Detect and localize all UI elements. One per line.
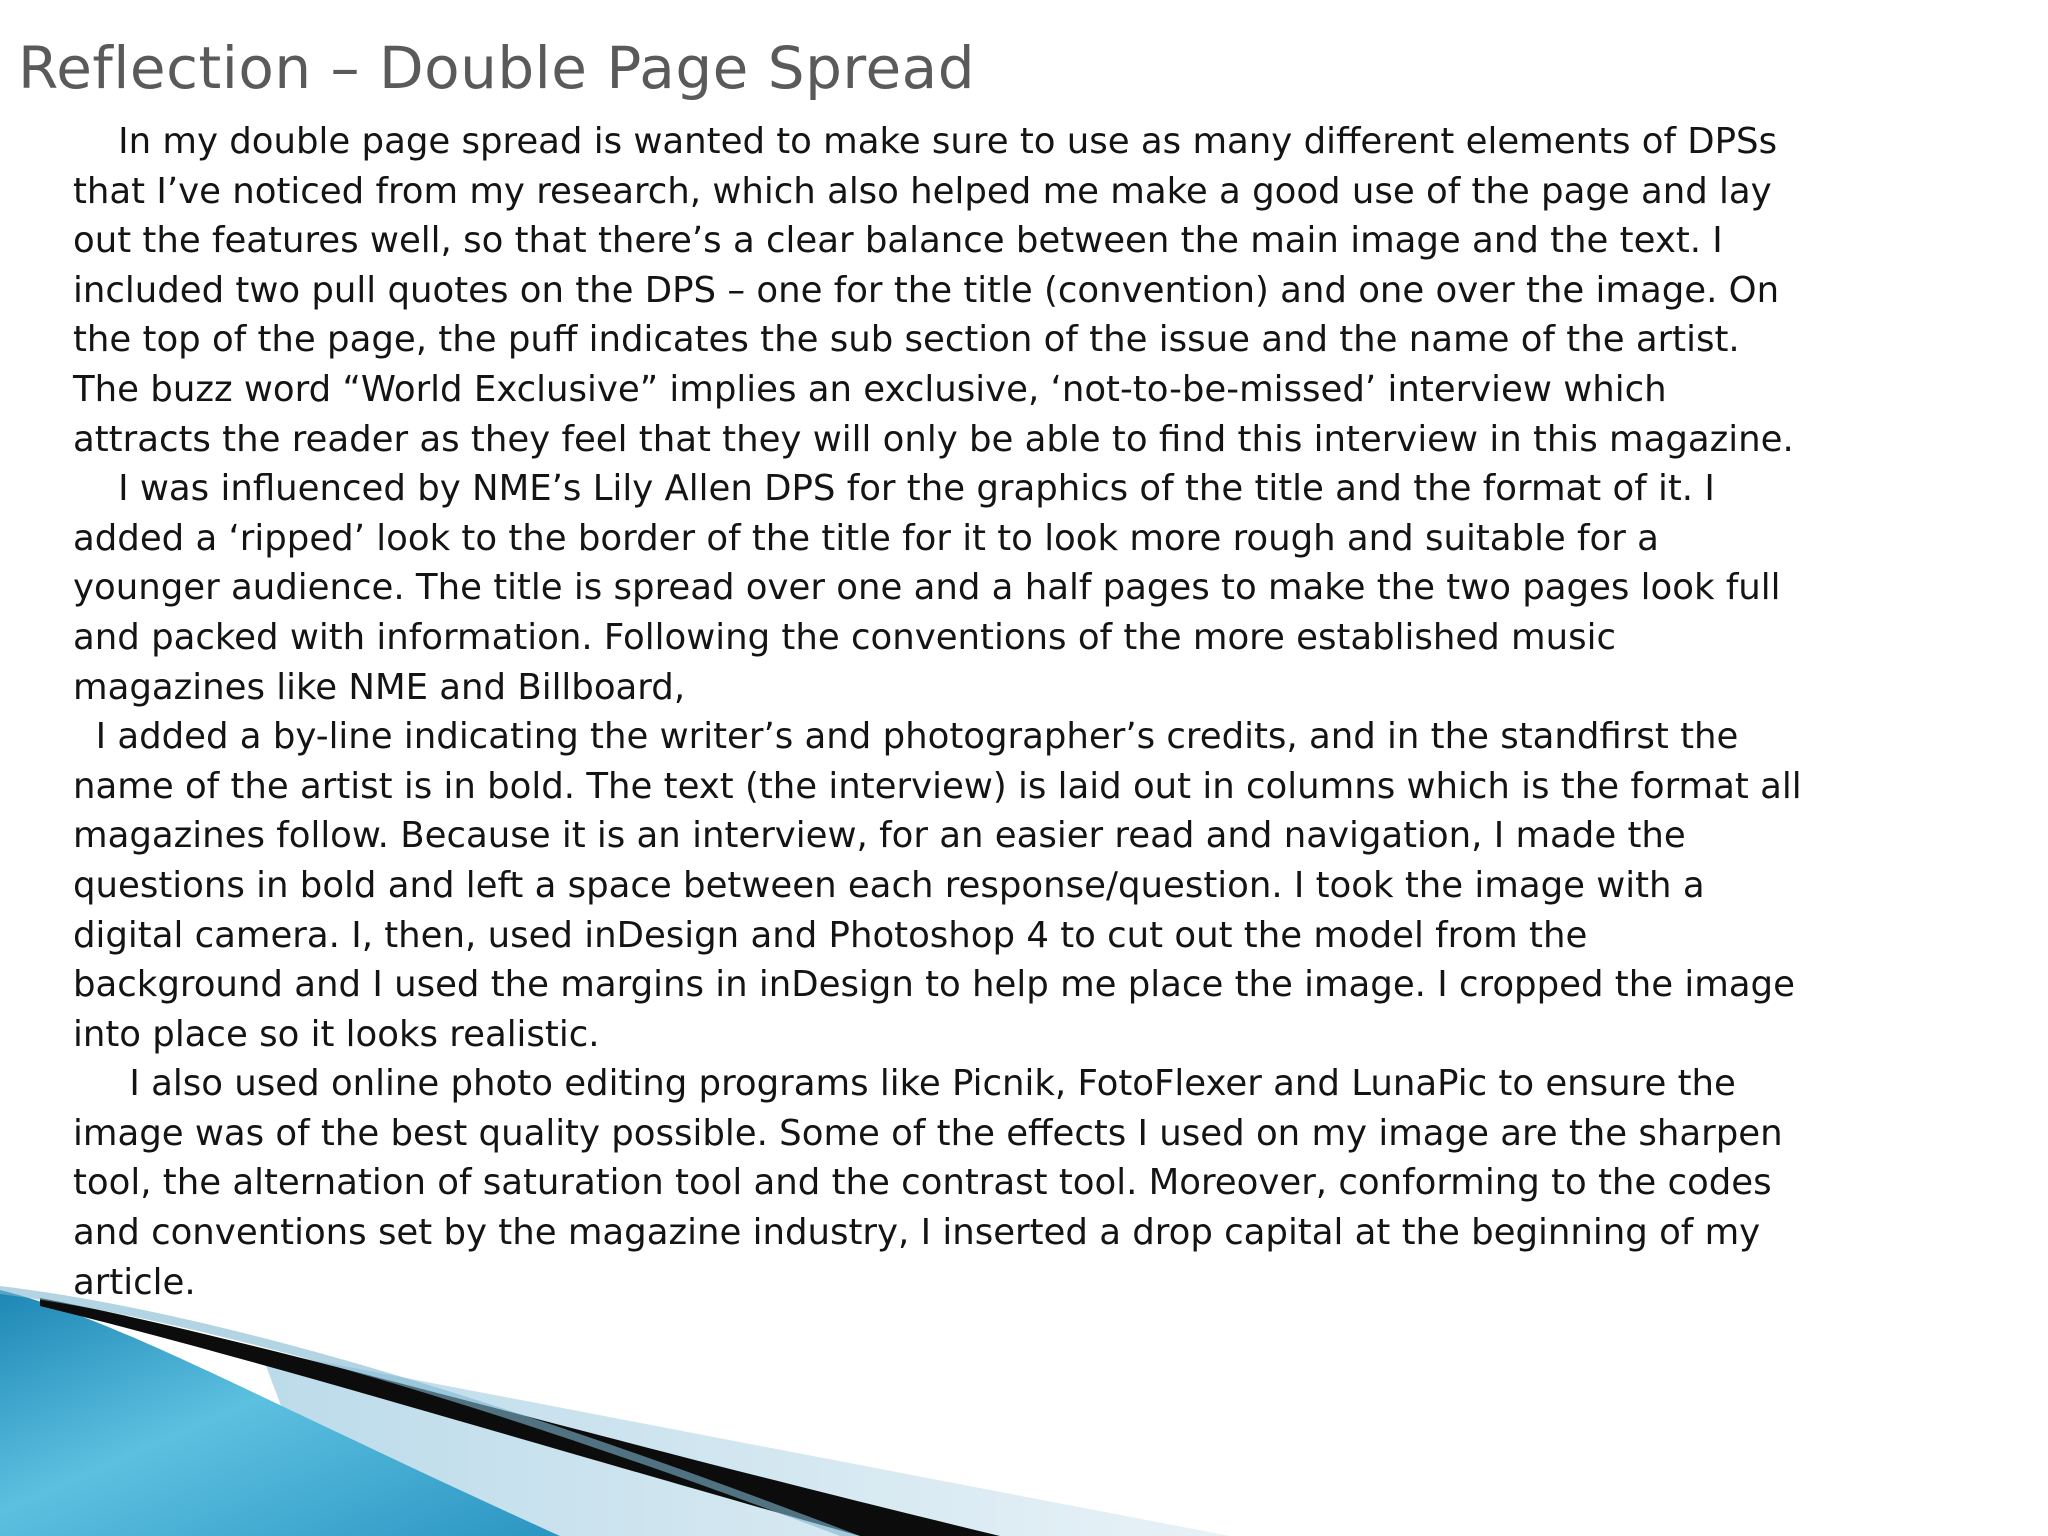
body-line: digital camera. I, then, used inDesign and Photoshop 4 to cut out the model from the (73, 914, 1588, 956)
body-line: included two pull quotes on the DPS – one for the title (convention) and one over the image. On (73, 269, 1780, 311)
body-line: The buzz word “World Exclusive” implies an exclusive, ‘not-to-be-missed’ interview which (73, 368, 1667, 410)
body-line: magazines follow. Because it is an interview, for an easier read and navigation, I made the (73, 815, 1686, 857)
slide-body (73, 117, 2038, 1307)
body-line: image was of the best quality possible. Some of the effects I used on my image are the sharpen (73, 1112, 1783, 1154)
body-line: younger audience. The title is spread over one and a half pages to make the two pages look full (73, 567, 1781, 609)
corner-swoosh-decoration (0, 1280, 2048, 1536)
body-line: tool, the alternation of saturation tool and the contrast tool. Moreover, conforming to the codes (73, 1162, 1772, 1204)
body-line: the top of the page, the puff indicates the sub section of the issue and the name of the artist. (73, 319, 1740, 361)
body-line: that I’ve noticed from my research, which also helped me make a good use of the page and lay (73, 170, 1772, 212)
body-line: attracts the reader as they feel that they will only be able to find this interview in this magazine. (73, 418, 1794, 460)
body-line: magazines like NME and Billboard, (73, 666, 686, 708)
body-line: article. (73, 1261, 196, 1303)
body-line: added a ‘ripped’ look to the border of the title for it to look more rough and suitable for a (73, 517, 1659, 559)
body-line: and packed with information. Following the conventions of the more established music (73, 616, 1617, 658)
body-line: In my double page spread is wanted to make sure to use as many different elements of DPSs (73, 121, 1778, 162)
slide-title: Reflection – Double Page Spread (18, 34, 976, 102)
body-line: I also used online photo editing programs like Picnik, FotoFlexer and LunaPic to ensure the (73, 1063, 1736, 1105)
body-line: questions in bold and left a space between each response/question. I took the image with a (73, 864, 1705, 906)
body-line: I was influenced by NME’s Lily Allen DPS for the graphics of the title and the format of it. I (73, 468, 1715, 510)
body-line: I added a by-line indicating the writer’s and photographer’s credits, and in the standfirst the (73, 716, 1739, 758)
body-line: and conventions set by the magazine industry, I inserted a drop capital at the beginning of my (73, 1212, 1761, 1254)
body-line: background and I used the margins in inDesign to help me place the image. I cropped the image (73, 964, 1795, 1006)
body-line: into place so it looks realistic. (73, 1013, 600, 1055)
body-line: name of the artist is in bold. The text (the interview) is laid out in columns which is the format all (73, 765, 1802, 807)
body-line: out the features well, so that there’s a clear balance between the main image and the text. I (73, 220, 1723, 262)
